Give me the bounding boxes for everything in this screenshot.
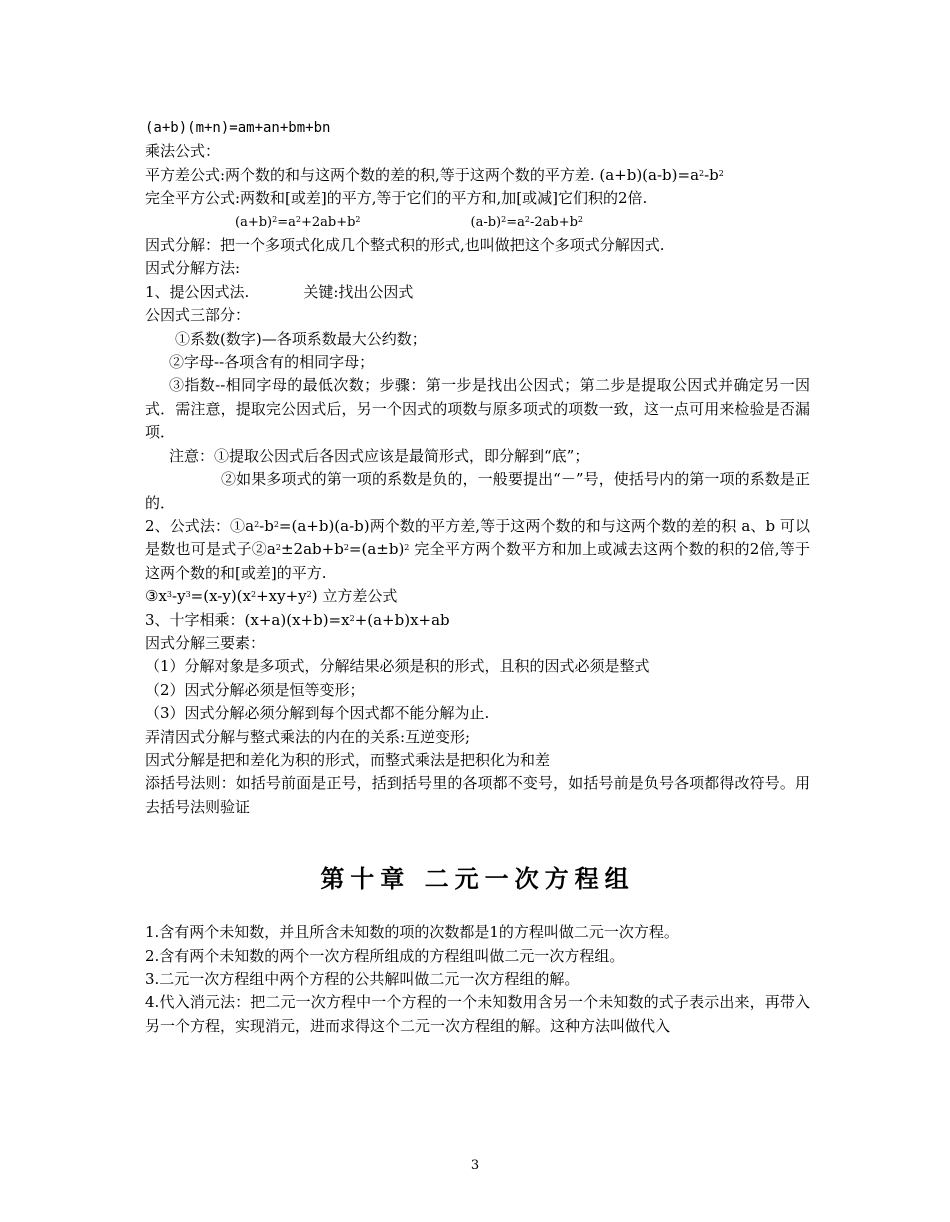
text: 因式分解是把和差化为积的形式，而整式乘法是把积化为和差 (145, 750, 551, 769)
text: （3）因式分解必须分解到每个因式都不能分解为止. (145, 704, 490, 723)
text-line (145, 164, 810, 187)
text: 因式分解方法: (145, 259, 241, 278)
text-line (145, 726, 810, 749)
text: =a (506, 214, 525, 230)
text: 关键:找出公因式 (303, 282, 414, 301)
text: 3.二元一次方程组中两个方程的公共解叫做二元一次方程组的解。 (145, 970, 580, 988)
text-line (145, 304, 810, 327)
text: 完全平方两个数平方和加上或减去这两个数的积的2倍,等于这两个数的和[或差]的平方. (145, 540, 810, 582)
text: =(a±b) (348, 540, 405, 559)
text-line (145, 679, 810, 702)
superscript: 2 (355, 214, 361, 224)
text: -y (172, 587, 186, 606)
text: 添括号法则：如括号前面是正号，括到括号里的各项都不变号，如括号前是负号各项都得改符号。用去括号法则验证 (145, 774, 810, 816)
text: =(a+b)(a-b)两个数的平方差,等于这两个数的和与这两个数的差的积 a、b 可以是数也可是式子②a (145, 516, 810, 559)
text: 弄清因式分解与整式乘法的内在的关系:互逆变形; (145, 727, 471, 746)
superscript: 2 (254, 519, 260, 529)
paragraph (145, 991, 810, 1038)
text: 乘法公式： (145, 142, 221, 161)
text: 注意：①提取公因式后各因式应该是最简形式，即分解到“底”； (169, 446, 590, 465)
page-content (145, 117, 810, 1038)
text-line (145, 921, 810, 944)
text: ) 立方差公式 (311, 587, 398, 606)
superscript: 2 (306, 590, 312, 600)
text: 3、十字相乘：(x+a)(x+b)=x (145, 610, 350, 629)
text: 2、公式法：①a (145, 516, 255, 535)
text-line (145, 140, 810, 163)
superscript: 2 (404, 543, 410, 553)
text-line (145, 234, 810, 257)
superscript: 2 (343, 543, 349, 553)
text: =a (277, 214, 296, 230)
superscript: 2 (699, 168, 705, 178)
text: (a+b)(m+n)=am+an+bm+bn (145, 120, 331, 136)
text-line (145, 328, 810, 351)
text-line (145, 945, 810, 968)
superscript: 2 (577, 214, 583, 224)
text-line (145, 257, 810, 280)
superscript: 2 (718, 168, 724, 178)
superscript: 2 (275, 543, 281, 553)
formula-line (145, 117, 810, 140)
text: -2ab+b (529, 214, 578, 230)
text: =(x-y)(x (190, 587, 251, 606)
superscript: 2 (501, 214, 507, 224)
text: 4.代入消元法：把二元一次方程中一个方程的一个未知数用含另一个未知数的式子表示出来，再带入另一个方程，实现消元，进而求得这个二元一次方程组的解。这种方法叫做代入 (145, 993, 810, 1035)
text: 1.含有两个未知数，并且所含未知数的项的次数都是1的方程叫做二元一次方程。 (145, 923, 679, 942)
formula-line (145, 609, 810, 632)
superscript: 2 (349, 613, 355, 623)
text: （2）因式分解必须是恒等变形； (145, 680, 365, 699)
paragraph (145, 468, 810, 515)
text-line (145, 445, 810, 468)
superscript: 3 (185, 590, 191, 600)
text: ③指数--相同字母的最低次数；步骤：第一步是找出公因式；第二步是提取公因式并确定另一因式．需注意，提取完公因式后，另一个因式的项数与原多项式的项数一致，这一点可用来检验是否漏项． (145, 376, 810, 442)
text: 因式分解三要素： (145, 633, 266, 652)
page-number: 3 (470, 1158, 480, 1173)
text-line (145, 749, 810, 772)
text: ②字母--各项含有的相同字母； (169, 353, 375, 372)
superscript: 2 (273, 519, 279, 529)
text: 完全平方公式:两数和[或差]的平方,等于它们的平方和,加[或减]它们积的2倍. (145, 189, 648, 208)
text: ±2ab+b (280, 540, 344, 559)
superscript: 2 (272, 214, 278, 224)
text: ③x (145, 587, 167, 606)
text-line (145, 968, 810, 991)
text: 公因式三部分： (145, 306, 251, 325)
text: +2ab+b (300, 214, 356, 230)
formula-line (145, 211, 810, 234)
text-line (145, 351, 810, 374)
text: +xy+y (256, 587, 307, 606)
text: 2.含有两个未知数的两个一次方程所组成的方程组叫做二元一次方程组。 (145, 946, 625, 965)
paragraph (145, 515, 810, 585)
superscript: 2 (250, 590, 257, 600)
superscript: 2 (295, 214, 301, 224)
text: 1、提公因式法. (145, 282, 250, 301)
text: （1）分解对象是多项式，分解结果必须是积的形式，且积的因式必须是整式 (145, 657, 650, 676)
superscript: 3 (166, 590, 173, 600)
paragraph (145, 772, 810, 819)
text: -b (704, 165, 719, 184)
text-line (145, 187, 810, 210)
text: (a+b) (235, 214, 273, 230)
formula-line (145, 585, 810, 608)
text: 因式分解：把一个多项式化成几个整式积的形式,也叫做把这个多项式分解因式. (145, 236, 665, 255)
text: 平方差公式:两个数的和与这两个数的差的积,等于这两个数的平方差. (a+b)(a-b)=a (145, 165, 700, 184)
text: (a-b) (470, 214, 502, 230)
paragraph (145, 374, 810, 444)
text-line (145, 702, 810, 725)
superscript: 2 (524, 214, 530, 224)
text: +(a+b)x+ab (354, 610, 450, 629)
text: ①系数(数字)—各项系数最大公约数； (175, 329, 427, 348)
text: -b (259, 516, 274, 535)
text-line (145, 281, 810, 304)
text-line (145, 632, 810, 655)
text: ②如果多项式的第一项的系数是负的，一般要提出“－”号，使括号内的第一项的系数是正的． (145, 470, 810, 512)
chapter-title: 第十章 二元一次方程组 (320, 865, 635, 894)
text-line (145, 655, 810, 678)
